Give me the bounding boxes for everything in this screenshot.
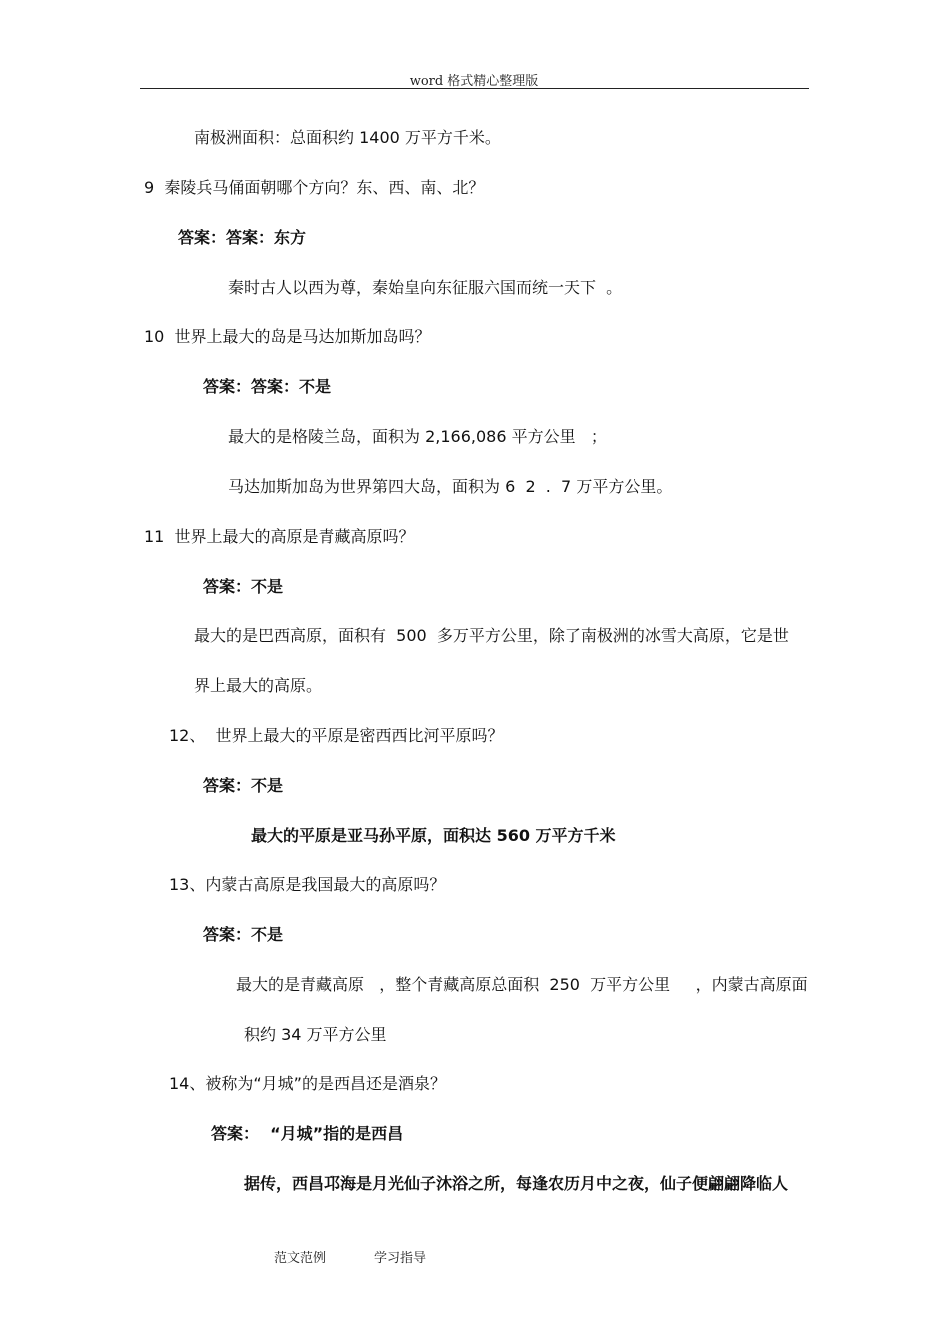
answer-13: 答案：不是 (203, 925, 284, 944)
answer-9: 答案：答案：东方 (178, 228, 307, 247)
explanation-11b: 界上最大的高原。 (194, 676, 323, 695)
explanation-13a: 最大的是青藏高原 ，整个青藏高原总面积 250 万平方公里 ，内蒙古高原面 (236, 975, 808, 994)
explanation-10b: 马达加斯加岛为世界第四大岛，面积为 6 2 . 7 万平方公里。 (228, 477, 673, 496)
footer-right: 学习指导 (374, 1251, 427, 1266)
explanation-11a: 最大的是巴西高原，面积有 500 多万平方公里，除了南极洲的冰雪大高原，它是世 (194, 626, 789, 645)
question-10: 10 世界上最大的岛是马达加斯加岛吗？ (144, 327, 431, 346)
explanation-14: 据传，西昌邛海是月光仙子沐浴之所，每逢农历月中之夜，仙子便翩翩降临人 (244, 1174, 789, 1193)
question-9: 9 秦陵兵马俑面朝哪个方向？东、西、南、北？ (144, 178, 485, 197)
answer-10: 答案：答案：不是 (203, 377, 332, 396)
answer-11: 答案：不是 (203, 577, 284, 596)
explanation-13b: 积约 34 万平方公里 (244, 1025, 387, 1044)
header-divider (140, 88, 809, 89)
explanation-9: 秦时古人以西为尊，秦始皇向东征服六国而统一天下 。 (228, 278, 623, 297)
answer-12: 答案：不是 (203, 776, 284, 795)
page-header: word 格式精心整理版 (409, 74, 539, 89)
explanation-12: 最大的平原是亚马孙平原，面积达 560 万平方千米 (251, 826, 616, 845)
question-14: 14、被称为“月城”的是西昌还是酒泉？ (169, 1074, 446, 1093)
question-11: 11 世界上最大的高原是青藏高原吗？ (144, 527, 415, 546)
question-13: 13、内蒙古高原是我国最大的高原吗？ (169, 875, 446, 894)
paragraph-antarctica-area: 南极洲面积：总面积约 1400 万平方千米。 (194, 128, 501, 147)
answer-14: 答案： “月城”指的是西昌 (211, 1124, 404, 1143)
explanation-10a: 最大的是格陵兰岛，面积为 2,166,086 平方公里 ； (228, 427, 607, 446)
question-12: 12、 世界上最大的平原是密西西比河平原吗？ (169, 726, 504, 745)
footer-left: 范文范例 (274, 1251, 327, 1266)
